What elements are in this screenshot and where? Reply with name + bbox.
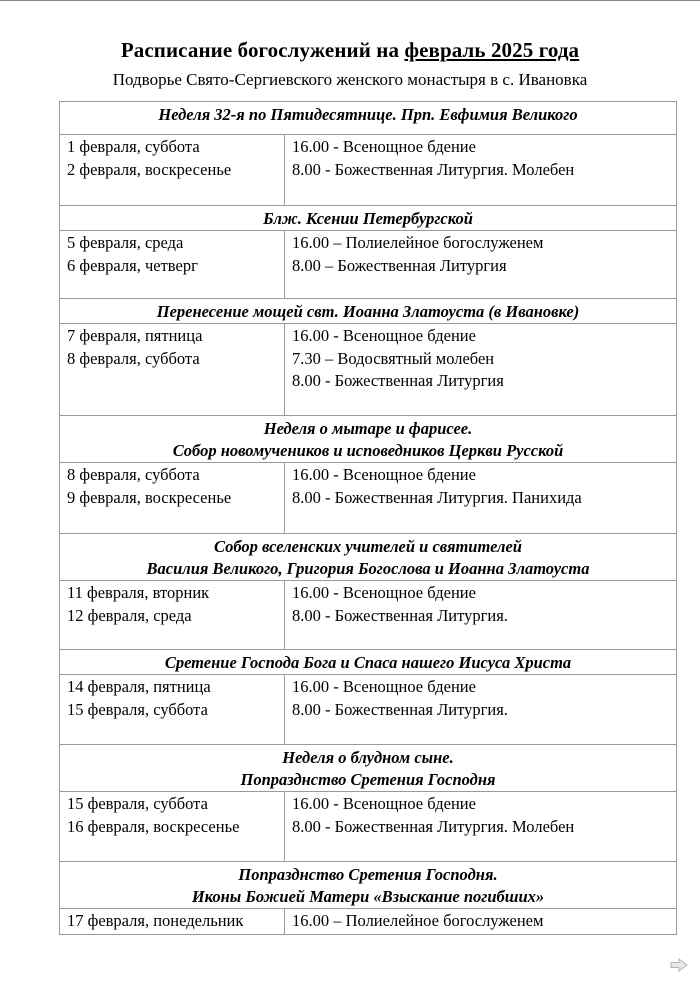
service-line: 8.00 - Божественная Литургия — [292, 371, 504, 390]
feast-header-line: Неделя о мытаре и фарисее. — [263, 419, 473, 438]
service-line: 8.00 - Божественная Литургия. — [292, 699, 508, 719]
date-line: 6 февраля, четверг — [67, 255, 198, 275]
schedule-row — [60, 675, 676, 745]
schedule-row — [60, 581, 676, 650]
date-line: 2 февраля, воскресенье — [67, 159, 232, 179]
date-line: 15 февраля, суббота — [67, 699, 208, 719]
schedule-row — [60, 909, 676, 934]
feast-header-line: Сретение Господа Бога и Спаса нашего Иисуса Христа — [164, 653, 572, 672]
service-cell — [286, 792, 676, 861]
title-month: февраль 2025 года — [404, 38, 580, 62]
date-line: 7 февраля, пятница — [67, 326, 203, 345]
service-line: 16.00 - Всенощное бдение — [292, 465, 476, 484]
date-line: 16 февраля, воскресенье — [67, 816, 240, 836]
schedule-table — [59, 101, 677, 935]
service-cell — [286, 675, 676, 744]
feast-header — [60, 745, 676, 792]
date-cell — [60, 324, 285, 415]
date-line: 11 февраля, вторник — [67, 583, 210, 602]
service-cell — [286, 324, 676, 415]
date-line: 14 февраля, пятница — [67, 677, 211, 696]
feast-header-line: Неделя 32-я по Пятидесятнице. Прп. Евфимия Великого — [158, 105, 578, 124]
schedule-row — [60, 463, 676, 534]
page-top-border — [0, 0, 700, 1]
service-line: 16.00 – Полиелейное богослуженем — [292, 233, 544, 252]
feast-header-line: Собор новомучеников и исповедников Церкви Русской — [172, 441, 564, 460]
date-cell — [60, 792, 285, 861]
service-line: 8.00 - Божественная Литургия. Молебен — [292, 816, 575, 836]
service-line: 8.00 - Божественная Литургия. — [292, 605, 508, 625]
date-line: 15 февраля, суббота — [67, 794, 208, 813]
date-line: 9 февраля, воскресенье — [67, 487, 232, 507]
service-line: 16.00 - Всенощное бдение — [292, 677, 476, 696]
feast-header — [60, 299, 676, 324]
date-line: 8 февраля, суббота — [67, 465, 200, 484]
service-line: 7.30 – Водосвятный молебен — [292, 348, 495, 368]
feast-header-line: Собор вселенских учителей и святителей — [214, 537, 522, 556]
arrow-right-icon[interactable] — [670, 958, 688, 972]
feast-header — [60, 650, 676, 675]
schedule-row — [60, 324, 676, 416]
schedule-row — [60, 792, 676, 862]
service-line: 16.00 - Всенощное бдение — [292, 137, 476, 156]
page-subtitle: Подворье Свято-Сергиевского женского монастыря в с. Ивановка — [112, 70, 588, 89]
service-line: 8.00 - Божественная Литургия. Молебен — [292, 159, 575, 179]
date-cell — [60, 463, 285, 533]
service-line: 16.00 - Всенощное бдение — [292, 326, 476, 345]
feast-header — [60, 206, 676, 231]
date-line: 12 февраля, среда — [67, 605, 192, 625]
service-cell — [286, 581, 676, 649]
title-prefix: Расписание богослужений на — [120, 38, 405, 62]
service-line: 16.00 - Всенощное бдение — [292, 794, 476, 813]
service-line: 16.00 - Всенощное бдение — [292, 583, 476, 602]
feast-header — [60, 416, 676, 463]
schedule-row — [60, 231, 676, 299]
service-line: 8.00 - Божественная Литургия. Панихида — [292, 487, 582, 507]
service-line: 16.00 – Полиелейное богослуженем — [292, 911, 544, 930]
page-title — [0, 38, 700, 63]
feast-header-line: Блж. Ксении Петербургской — [263, 209, 473, 228]
date-line: 1 февраля, суббота — [67, 137, 200, 156]
date-cell — [60, 909, 285, 934]
feast-header-line: Попразднство Сретения Господня. — [238, 865, 498, 884]
feast-header-line: Попразднство Сретения Господня — [240, 770, 496, 789]
service-cell — [286, 231, 676, 298]
service-cell — [286, 135, 676, 205]
date-cell — [60, 581, 285, 649]
schedule-row — [60, 135, 676, 206]
feast-header-line: Иконы Божией Матери «Взыскание погибших» — [191, 887, 545, 906]
feast-header-line: Неделя о блудном сыне. — [282, 748, 454, 767]
service-cell — [286, 463, 676, 533]
feast-header-line: Василия Великого, Григория Богослова и Иоанна Златоуста — [146, 559, 590, 578]
feast-header — [60, 862, 676, 909]
feast-header — [60, 102, 676, 135]
date-line: 8 февраля, суббота — [67, 348, 200, 368]
date-cell — [60, 231, 285, 298]
feast-header — [60, 534, 676, 581]
service-line: 8.00 – Божественная Литургия — [292, 255, 507, 275]
date-cell — [60, 135, 285, 205]
date-line: 17 февраля, понедельник — [67, 911, 244, 930]
service-cell — [286, 909, 676, 934]
feast-header-line: Перенесение мощей свт. Иоанна Златоуста (в Ивановке) — [156, 302, 580, 321]
date-line: 5 февраля, среда — [67, 233, 184, 252]
date-cell — [60, 675, 285, 744]
